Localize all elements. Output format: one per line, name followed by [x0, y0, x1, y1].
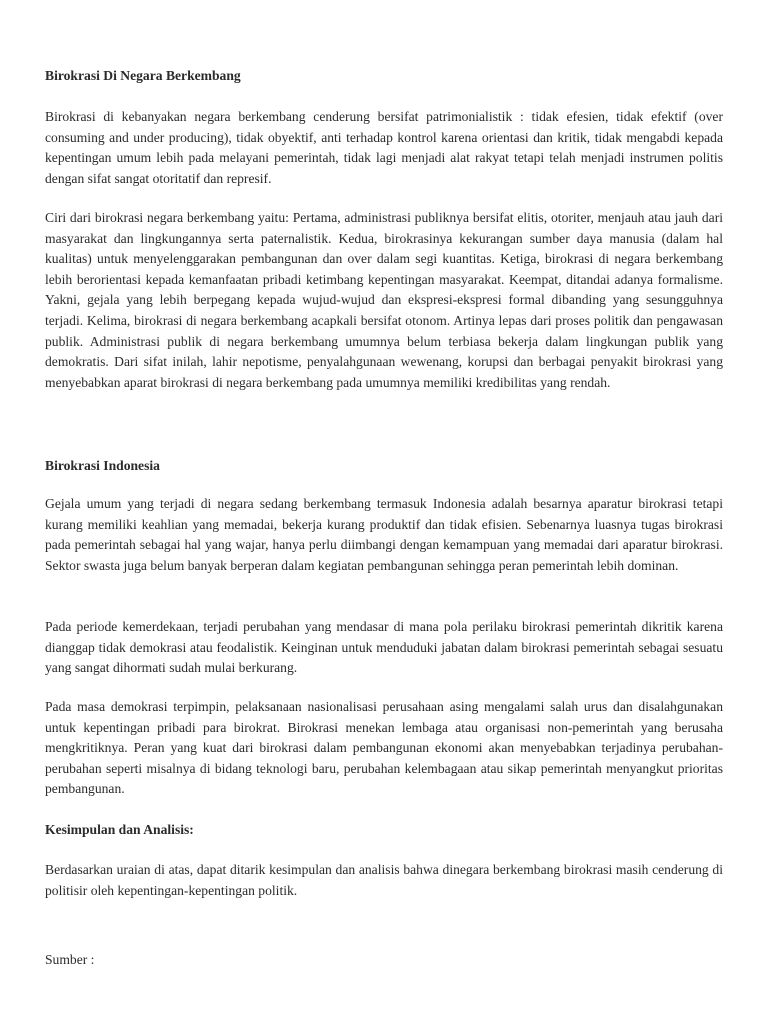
paragraph-kesimpulan: Berdasarkan uraian di atas, dapat ditarik kesimpulan dan analisis bahwa dinegara berkembang birokrasi masih cenderung di politisir oleh kepentingan-kepentingan politik. [45, 862, 723, 898]
section-heading-birokrasi-negara-berkembang: Birokrasi Di Negara Berkembang [45, 68, 241, 83]
section-heading-kesimpulan: Kesimpulan dan Analisis: [45, 822, 194, 837]
paragraph-ciri-birokrasi: Ciri dari birokrasi negara berkembang yaitu: Pertama, administrasi publiknya bersifat elitis, otoriter, menjauh atau jauh dari masyarakat dan lingkungannya serta paternalistik. Kedua, birokrasinya kekurangan sumber daya manusia (dalam hal kualitas) untuk menyelenggarakan pembangunan dan over dalam segi kuantitas. Ketiga, birokrasi di negara berkembang lebih berorientasi kepada kemanfaatan pribadi ketimbang kepentingan masyarakat. Keempat, ditandai adanya formalisme. Yakni, gejala yang lebih berpegang kepada wujud-wujud dan ekspresi-ekspresi formal dibanding yang sesungguhnya terjadi. Kelima, birokrasi di negara berkembang acapkali bersifat otonom. Artinya lepas dari proses politik dan pengawasan publik. Administrasi publik di negara berkembang umumnya belum terbiasa bekerja dalam lingkungan publik yang demokratis. Dari sifat inilah, lahir nepotisme, penyalahgunaan wewenang, korupsi dan berbagai penyakit birokrasi yang menyebabkan aparat birokrasi di negara berkembang pada umumnya memiliki kredibilitas yang rendah. [45, 210, 723, 390]
paragraph-gejala-umum: Gejala umum yang terjadi di negara sedang berkembang termasuk Indonesia adalah besarnya aparatur birokrasi tetapi kurang memiliki keahlian yang memadai, bekerja kurang produktif dan tidak efisien. Sebenarnya luasnya tugas birokrasi pada pemerintah sebagai hal yang wajar, hanya perlu diimbangi dengan kemampuan yang memadai dari aparatur birokrasi. Sektor swasta juga belum banyak berperan dalam kegiatan pembangunan sehingga peran pemerintah lebih dominan. [45, 496, 723, 573]
paragraph-demokrasi-terpimpin: Pada masa demokrasi terpimpin, pelaksanaan nasionalisasi perusahaan asing mengalami salah urus dan disalahgunakan untuk kepentingan pribadi para birokrat. Birokrasi menekan lembaga atau organisasi non-pemerintah yang berusaha mengkritiknya. Peran yang kuat dari birokrasi dalam pembangunan ekonomi akan menyebabkan terjadinya perubahan-perubahan seperti misalnya di bidang teknologi baru, perubahan kelembagaan atau sikap pemerintah menyangkut prioritas pembangunan. [45, 699, 723, 797]
paragraph-periode-kemerdekaan: Pada periode kemerdekaan, terjadi perubahan yang mendasar di mana pola perilaku birokrasi pemerintah dikritik karena dianggap tidak demokrasi atau feodalistik. Keinginan untuk menduduki jabatan dalam birokrasi pemerintah sebagai sesuatu yang sangat dihormati sudah mulai berkurang. [45, 619, 723, 676]
paragraph-patrimonialistik: Birokrasi di kebanyakan negara berkembang cenderung bersifat patrimonialistik : tidak efesien, tidak efektif (over consuming and under producing), tidak obyektif, anti terhadap kontrol karena orientasi dan kritik, tidak mengabdi kepada kepentingan umum lebih pada melayani pemerintah, tidak lagi menjadi alat rakyat tetapi telah menjadi instrumen politis dengan sifat sangat otoritatif dan represif. [45, 109, 723, 186]
section-heading-birokrasi-indonesia: Birokrasi Indonesia [45, 458, 160, 473]
source-label: Sumber : [45, 952, 95, 967]
